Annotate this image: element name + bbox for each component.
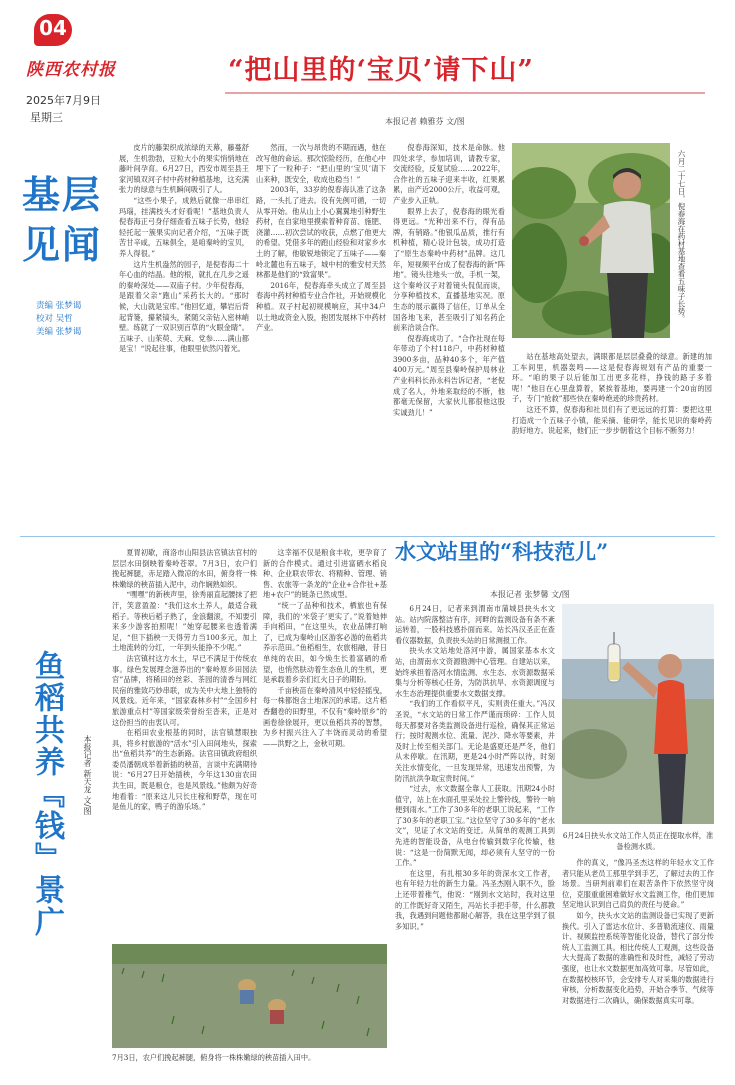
paragraph: 在稻田农业根基的同时，法官镇慧眼独具，将乡村旅游的“活水”引入田间地头，探索出“鱼稻共养”的生态新路。法官田镇政府组织委员潘朝成举着新插的秧苗，言谈中充满期待说：“6月27日开始插秧，今年这130亩农田共生田，既是粮仓，也是风景线。”他颇为好奇地看着：“原来这儿只长庄稼和野草，现在可是鱼儿的家，鸭子的游乐场。” [112, 728, 257, 812]
page-number: 04 [39, 16, 67, 40]
byline-1: 本报记者 赖雅芬 文/图 [385, 117, 465, 126]
paragraph: 倪春海成功了。“合作社现在每年带动了个村118户，中药材种植3900多亩，品种40多个，年产值400万元。”周至县秦岭保护局林业产业科科长孙永科告诉记者，“老倪成了名人，外地来取经的不断，他都毫无保留，大家伙儿都很他这股实诚劲儿！” [393, 333, 505, 417]
issue-weekday: 星期三 [30, 111, 63, 124]
photo-rice-field [112, 944, 387, 1048]
story3-column-2 [562, 858, 714, 1068]
credit-editor: 责编 张梦谒 [36, 301, 82, 311]
section-title-2: 鱼稻共养『钱』景广 [29, 650, 64, 938]
paragraph: 这片生机盎然的园子，是倪春海二十年心血的结晶。他的根，就扎在几步之遥的秦岭深处——双庙子村。少年倪春海，是跟着父亲“跑山”采药长大的。“那时候，大山就是宝库。”他回忆道，攀岩后背起背篓，攥紧镐头，紧随父亲钻入密林峭壁。练就了一双识别百草的“火眼金睛”。五味子、山茱萸、天麻、党参……满山都是宝！“说起往事，他眼里依然闪着光。 [119, 259, 249, 354]
photo-caption-2: 7月3日，农户们挽起裤腿，俯身将一株株嫩绿的秧苗插入田中。 [112, 1053, 316, 1062]
story2-column-2 [263, 548, 387, 940]
paragraph: 倪春海深知，技术是命脉。他四处求学，参加培训，请教专家，交流经验，反复试验……2022年，合作社的五味子迎来丰收，红果累累，亩产近2000公斤，收益可观，产业步入正轨。 [393, 143, 505, 205]
photo-hydrology-worker [562, 604, 714, 824]
paragraph: “嘿嘿”的新秧声里，徐秀丽直起腰抹了把汗，笑意盈盈：“我们这水土养人，最适合栽稻子。等秧后稻子熟了，金浪翻滚，不知要引来多少游客拍照呢！”她穿起腰来也透着满足，“但下插秧一天得劳力当100多元，加上土地流转的分红，一年到头能挣不少呢。” [112, 590, 257, 653]
paragraph: 皮片的藤架织成浓绿的天幕，藤蔓舒展，生机勃勃，豆粒大小的果实悄悄地在藤叶间孕育。6月27日，西安市周至县王家河镇双河子村中药材种植基地，这充满张力的绿意与生机瞬间吸引了人。 [119, 143, 249, 195]
paragraph: “统一了品种和技术，栖旅也有保障，我们的‘米袋子’更实了。”说着她伸手向稻田，“在这里头，农业品牌打响了，已成为秦岭山区游客必游的鱼稻共养示范田。”鱼稻相生，农旅相融，昔日单纯的农田，如今焕生长着富硒的希望，也悄然肤动着生态鱼儿的生机，更是承载着乡亲们红火日子的期盼。 [263, 600, 387, 685]
paragraph: 站在基地高处望去，满眼都是层层叠叠的绿意。新建的加工车间里，机器轰鸣——这是倪春海规划有产品的重要一环。“咱的果子以后能加工出更多花样，挣钱的路子多着呢！”他目在心里盘算着，紧挨着基地，要再建一个20亩的园子，专门“抢救”那些快在秦岭绝迹的珍贵药材。 [512, 352, 712, 404]
paragraph: 然而，一次与昂贵的不期而遇，他在改写他的命运。那次惊险经历，在他心中埋下了一粒种子：“把山里的‘宝贝’请下山来种，既安全，收成也稳当！” [256, 143, 386, 184]
paragraph: 眼界上去了，倪春海的眼光看得更远。“光种出来不行，得有品牌，有销路。”他银瓜品质，推行有机种植，精心设计包装，成功打造了“原生态秦岭中药材”品牌。这几年，短视频平台成了倪春海的新“阵地”。镜头往地头一放，手机一架，这个秦岭汉子对着镜头侃侃而谈，分享种植技术，直播基地实况。原生态的展示赢得了信任，订单从全国各地飞来，甚至吸引了知名药企前来洽谈合作。 [393, 206, 505, 333]
story1-column-4 [512, 352, 712, 529]
paper-name: 陕西农村报 [26, 60, 116, 80]
story1-column-1 [119, 143, 249, 529]
paragraph: 抉头水文站地处洛河中游，属国家基本水文站，由渭南水文资源勘测中心管理。自建站以来，始终承担着洛河水情监测、水生态、水资源数据采集与分析等核心任务，为防洪抗旱、水资源调度与水生态治理提供重要水文数据支撑。 [395, 646, 555, 698]
byline-2: 本报记者 新天龙 文/图 [83, 735, 92, 815]
photo-caption-1: 六月二十七日，倪春海在药材基地查看五味子长势。 [677, 150, 686, 323]
paragraph: “我们的工作看似平凡，实则责任重大。”冯汉圣说，“水文站的日常工作严谨而琐碎：工作人员每天都要对各类监测设备进行巡检，确保其正常运行；按时观测水位、流量、泥沙、降水等要素，并及时上传至相关部门。无论是盛夏还是严冬，他们从未停歇。在汛期，更是24小时严阵以待，时刻关注水情变化，一旦发现异常，迅速发出预警，为防汛抗洪争取宝贵时间。” [395, 699, 555, 783]
paragraph: 2003年，33岁的倪春海认准了这条路，一头扎了进去。没有先例可循，一切从零开始。他从山上小心翼翼地引种野生药材，在自家地里摸索着种育苗、施肥、浇灌……初次尝试的收获，点燃了他更大的希望。凭借多年的跑山经验和对家乡水土的了解，他敏锐地锁定了五味子——秦岭北麓也有五味子，城中村的雅安村天然林都是他们的“致富果”。 [256, 185, 386, 280]
story3-column-1 [395, 604, 555, 1068]
paragraph: 这还不算，倪春海和社员们有了更远远的打算：要把这里打造成一个五味子小镇，能采摘、能研学，能长见识的秦岭药韵好地方。说起来，他们正一步步朝着这个目标不断努力！ [512, 404, 712, 436]
paragraph: 作的真义，“像冯圣杰这样的年轻水文工作者只能从老员工那里学到手艺，了解过去的工作场景。当研判前辈们在艰苦条件下依然坚守岗位，克服重重困难做好水文监测工作，他们更加坚定地认识到自己肩负的责任与使命。” [562, 858, 714, 910]
headline-3: 水文站里的“科技范儿” [395, 539, 609, 564]
paragraph: 6月24日，记者来到渭南市蒲城县抉头水文站。站内院落整洁有序，河畔的监测设备有条不紊运转着，一股科技感扑面而来。站长冯汉圣正在查看仪器数据，负责抉头站的日常测报工作。 [395, 604, 555, 645]
header-rule [225, 92, 705, 94]
paragraph: 在这里，有扎根30多年的资深水文工作者，也有年轻力壮的新生力量。冯圣杰刚入职不久，脸上还带着稚气，他说：“刚到水文站时，我对这里的工作既好奇又陌生，冯站长手把手带，什么都教我，我遇到问题他都耐心解答，我在这里学到了很多知识。” [395, 868, 555, 931]
paragraph: 法官镇村这方水土，早已不满足于传统农事。绿色发展理念滋养出的“秦岭原乡田园法官”品牌，将稀田的丝彩、茶园的清香与网红民宿的雅致巧妙串联，成为关中大地上独特的风景线。近年来，“国家森林乡村”“全国乡村旅游重点村”等国家级荣誉纷至沓来，正是对这份担当的由衷认可。 [112, 653, 257, 727]
paragraph: “这些小果子，成熟后就像一串串红玛瑙，挂满枝头才好看呢！”基地负责人倪春海正弓身仔细查看五味子长势，他轻轻托起一簇果实向记者介绍，“五味子既苦甘辛咸，五味俱全，是咱秦岭的宝贝，养人得很。” [119, 195, 249, 258]
photo-caption-3: 6月24日抉头水文站工作人员正在提取水样，准备检测水质。 [562, 831, 714, 851]
story2-column-1 [112, 548, 257, 940]
credit-designer: 美编 张梦谒 [36, 327, 82, 337]
paragraph: 如今，抉头水文站的监测设备已实现了更新换代。引入了雷达水位计、多普勒流速仪、雨量计、视频监控系统等智能化设备，替代了部分传统人工监测工具。相比传统人工观测，这些设备大大提高了数据的准确性和及时性，减轻了劳动强度，也让水文数据更加高效可靠。尽管如此，在数据校核环节，会安排专人对采集的数据进行审核，分析数据变化趋势，开始合季节、气候等对数据进行二次确认，确保数据真实可靠。 [562, 910, 714, 1005]
credit-proofreader: 校对 吴哲 [36, 314, 73, 324]
paragraph: 2016年，倪春海牵头成立了周至县春海中药材种植专业合作社，开始规模化种植。双子村起初规模响应，其中34户以土地或资金入股，抱团发展林下中药材产业。 [256, 280, 386, 333]
headline-1: “把山里的‘宝贝’请下山” [228, 55, 534, 86]
byline-3: 本报记者 张梦馨 文/图 [490, 590, 570, 599]
paragraph: “过去，水文数据全靠人工获取。汛期24小时值守，站上在水面孔里采处拉上警铃线，警铃一响便到雨水。”工作了30多年的老职工说起来，“工作了30多年的老职工宝。”这位坚守了30多年的“老水文”，见证了水文站的变迁。从简单的观测工具到先进的智能设备，从电台传输到数字化传输，他说：“这是一份简默无闻，却必须有人坚守的一份工作。” [395, 784, 555, 868]
issue-date: 2025年7月9日 [26, 94, 101, 107]
paragraph: 这幸福不仅是粮食丰收，更孕育了新的合作模式。通过引进富硒水稻良种、企业联农带农、将精种、管理、销售、农旅等一条龙的“企业+合作社+基地+农户”的链条已然成型。 [263, 548, 387, 600]
paragraph: 千亩秧苗在秦岭清风中轻轻摇曳，每一株都饱含土地深沉的承诺。这片稻香翻卷的田野里，不仅有“秦岭原乡”的画卷徐徐展开，更以鱼稻共养的智慧，为乡村振兴注入了丰饶而灵动的希望——洪野之上，金秋可期。 [263, 685, 387, 748]
photo-herb-farmer [512, 143, 670, 338]
credits-block [36, 300, 81, 339]
paragraph: 夏胃初歇，商洛市山阳县法官镇法官村的层层水田倒映着秦岭苍翠。7月3日，农户们挽起裤腿，赤足踏入微凉的水田，俯身将一株株嫩绿的秧苗插入泥中，动作娴熟如织。 [112, 548, 257, 589]
story1-column-3 [393, 143, 505, 529]
story1-column-2 [256, 143, 386, 529]
section-title-1: 基层见闻 [22, 172, 103, 267]
